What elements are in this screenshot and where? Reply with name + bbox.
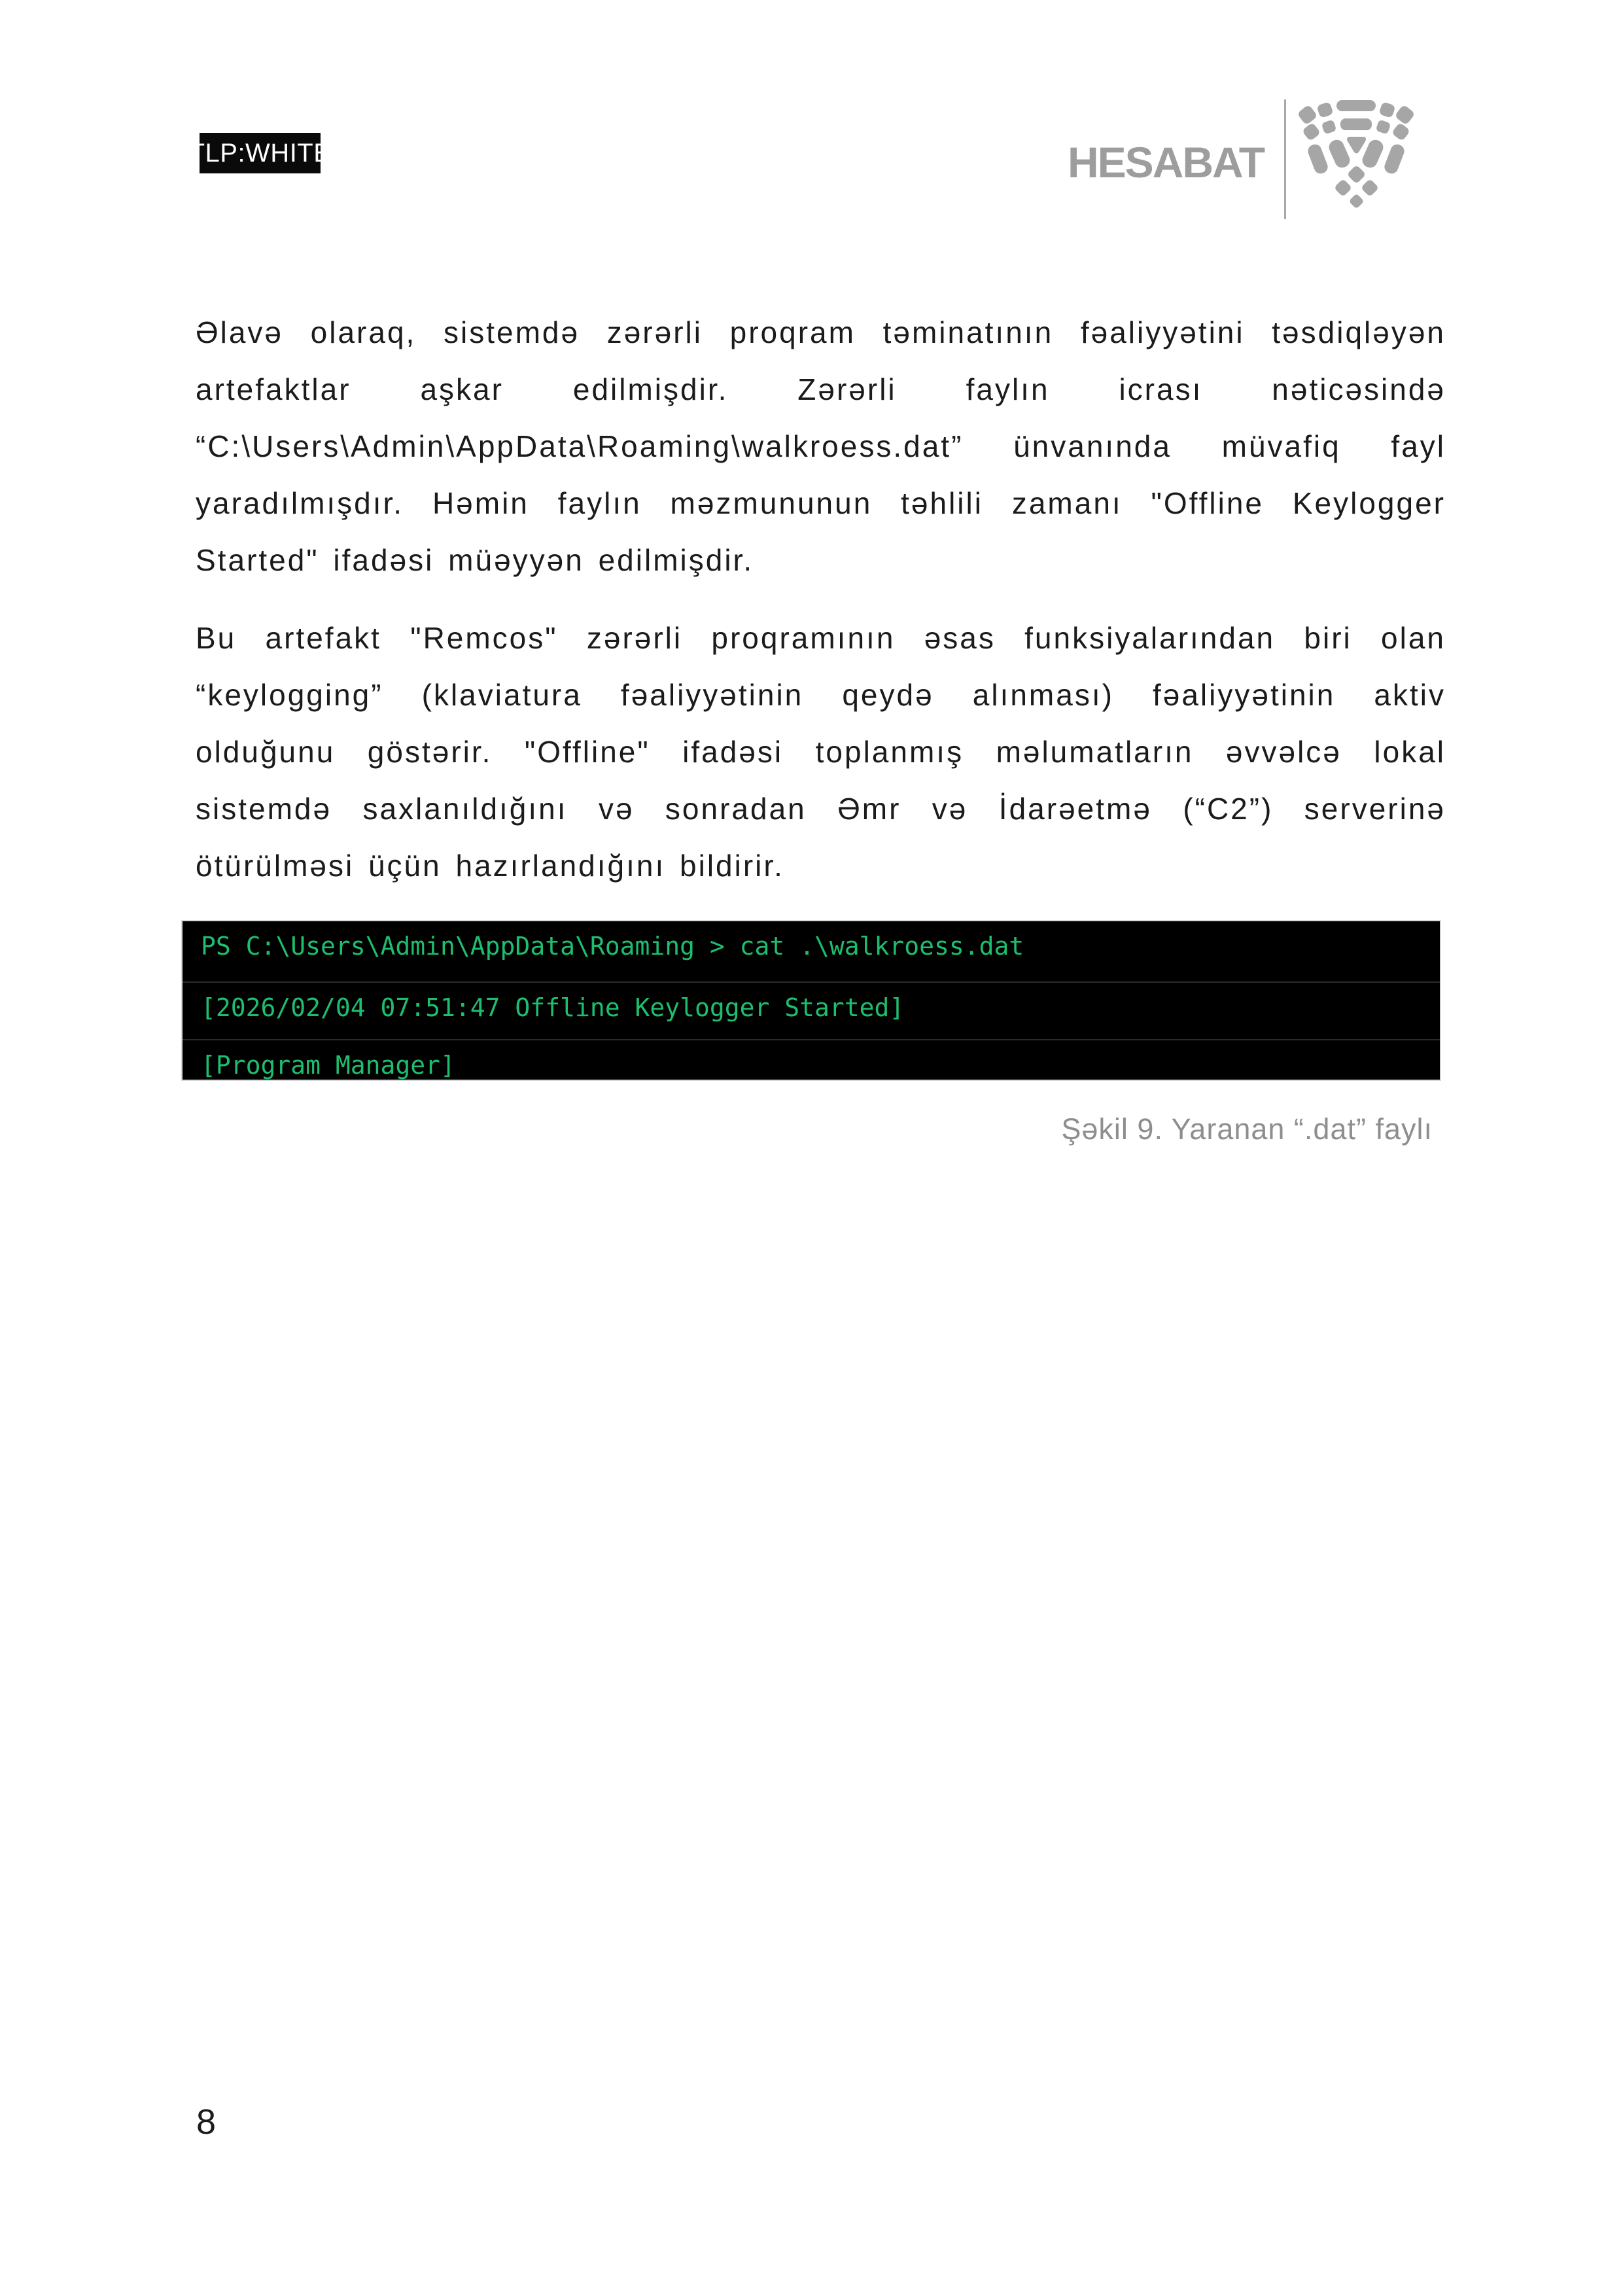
paragraph-artefacts: Əlavə olaraq, sistemdə zərərli proqram təminatının fəaliyyətini təsdiqləyən artefaktlar aşkar edilmişdir. Zərərli faylın icrası nəticəsində “C:\Users\Admin\AppData\Roaming\walkroess.dat” ünvanında müvafiq fayl yaradılmışdır. Həmin faylın məzmununun təhlili zamanı "Offline Keylogger Started" ifadəsi müəyyən edilmişdir. — [196, 315, 1446, 577]
paragraph-remcos: Bu artefakt "Remcos" zərərli proqramının əsas funksiyalarından biri olan “keylogging” (klaviatura fəaliyyətinin qeydə alınması) fəaliyyətinin aktiv olduğunu göstərir. "Offline" ifadəsi toplanmış məlumatların əvvəlcə lokal sistemdə saxlanıldığını və sonradan Əmr və İdarəetmə (“C2”) serverinə ötürülməsi üçün hazırlandığını bildirir. — [196, 621, 1446, 883]
document-body — [196, 304, 1446, 1149]
page-number: 8 — [196, 2102, 217, 2142]
hesabat-wordmark: HESABAT — [1068, 138, 1265, 186]
figure-caption: Şəkil 9. Yaranan “.dat” faylı — [1061, 1112, 1433, 1146]
terminal-screenshot — [181, 920, 1441, 1081]
terminal-command-line: PS C:\Users\Admin\AppData\Roaming > cat .\walkroess.dat — [201, 932, 1024, 961]
terminal-output-keylogger: [2026/02/04 07:51:47 Offline Keylogger Started] — [183, 981, 1440, 1039]
tlp-label: TLP:WHITE — [188, 138, 332, 168]
logo-divider — [1284, 99, 1286, 219]
terminal-output-program-manager: [Program Manager] — [183, 1039, 1440, 1080]
hesabat-logo — [1066, 84, 1420, 228]
tlp-badge — [188, 133, 332, 173]
hesabat-shield-icon — [1299, 98, 1415, 214]
